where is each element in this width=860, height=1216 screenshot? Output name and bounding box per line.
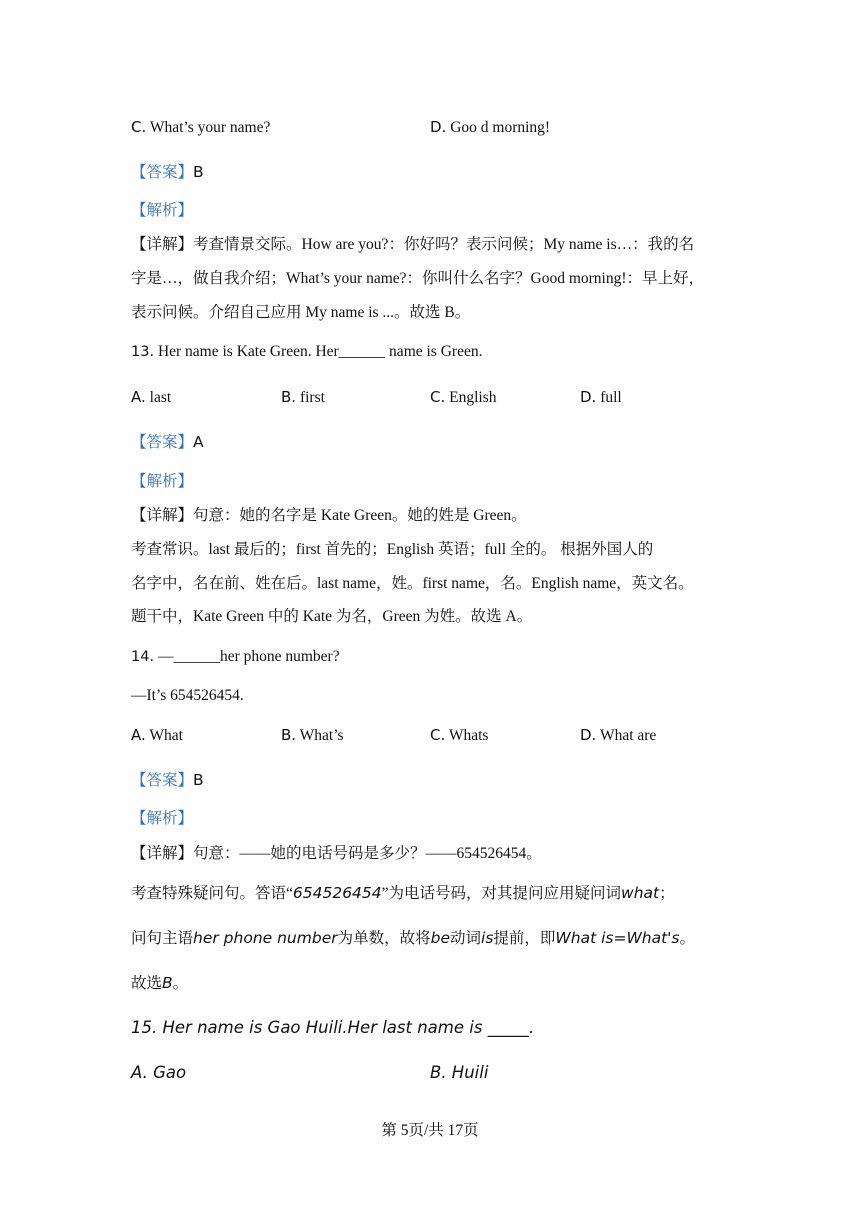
option-text: What are (599, 727, 657, 744)
option-letter: D. (580, 388, 597, 406)
option-letter: C. (131, 118, 147, 136)
q12-detail-line: 表示问候。介绍自己应用 My name is ...。故选 B。 (131, 304, 471, 321)
q13-option-a[interactable] (131, 387, 171, 408)
option-text: first (299, 389, 325, 406)
detail-text: 问句主语 (131, 930, 194, 947)
option-text: last (149, 389, 172, 406)
detail-script: be (430, 929, 450, 947)
option-text: English (449, 389, 497, 406)
q14-reply: —It’s 654526454. (131, 687, 244, 704)
detail-script: what (621, 884, 660, 902)
option-text: What (149, 727, 183, 744)
q15-stem: 15. Her name is Gao Huili.Her last name is _____. (131, 1018, 535, 1037)
option-letter: A. (131, 726, 146, 744)
option-text: What’s your name? (149, 119, 271, 136)
option-letter: B. (281, 388, 297, 406)
page-footer: 第 5页/共 17页 (381, 1122, 479, 1139)
option-letter: A. (131, 388, 146, 406)
option-letter: D. (430, 118, 447, 136)
q13-detail-line: 名字中，名在前、姓在后。last name，姓。first name，名。English name，英文名。 (131, 575, 694, 592)
q14-detail-line (131, 883, 675, 904)
option-text: Whats (448, 727, 489, 744)
q12-answer (131, 162, 204, 183)
detail-text: 为单数，故将 (337, 930, 431, 947)
q13-analysis-tag: 【解析】 (131, 473, 194, 490)
answer-value: B (193, 771, 204, 789)
q14-option-d[interactable] (580, 725, 656, 746)
q15-option-b[interactable]: B. Huili (430, 1063, 489, 1082)
answer-tag: 【答案】 (131, 434, 194, 451)
detail-text: 考查特殊疑问句。答语“ (131, 885, 293, 902)
answer-tag: 【答案】 (131, 164, 194, 181)
question-text: Her name is Kate Green. Her______ name is Green. (157, 343, 483, 360)
q13-stem (131, 342, 482, 362)
detail-text: ”为电话号码，对其提问应用疑问词 (381, 885, 622, 902)
answer-value: A (193, 433, 204, 451)
option-text: Goo d morning! (450, 119, 551, 136)
q15-option-a[interactable]: A. Gao (131, 1063, 187, 1082)
q12-analysis-tag: 【解析】 (131, 202, 194, 219)
q12-detail-line: 【详解】考查情景交际。How are you?：你好吗？表示问候；My name is…：我的名 (131, 236, 695, 253)
q14-detail-line (131, 973, 188, 994)
option-letter: D. (580, 726, 597, 744)
q14-option-a[interactable] (131, 725, 183, 746)
question-number: 13. (131, 344, 155, 360)
q14-detail-line: 【详解】句意：——她的电话号码是多少？——654526454。 (131, 845, 542, 862)
detail-text: 故选 (131, 975, 163, 992)
detail-script: is (481, 929, 494, 947)
detail-text: ； (659, 885, 675, 902)
detail-script: What is=What's (555, 929, 680, 947)
detail-script: 654526454 (292, 884, 382, 902)
detail-text: 动词 (450, 930, 482, 947)
q13-option-b[interactable] (281, 387, 325, 408)
q13-option-d[interactable] (580, 387, 622, 408)
q14-detail-line (131, 928, 695, 949)
q14-option-c[interactable] (430, 725, 488, 746)
option-letter: C. (430, 726, 446, 744)
option-letter: C. (430, 388, 446, 406)
q14-option-b[interactable] (281, 725, 344, 746)
q13-detail-line: 题干中，Kate Green 中的 Kate 为名，Green 为姓。故选 A。 (131, 608, 533, 625)
detail-text: 提前，即 (493, 930, 556, 947)
detail-text: 。 (679, 930, 696, 947)
q13-detail-line: 【详解】句意：她的名字是 Kate Green。她的姓是 Green。 (131, 507, 527, 524)
answer-tag: 【答案】 (131, 772, 194, 789)
q14-answer (131, 770, 204, 791)
detail-script: B (162, 974, 173, 992)
option-text: What’s (299, 727, 344, 744)
option-text: full (600, 389, 622, 406)
question-number: 14. (131, 649, 155, 665)
q13-detail-line: 考查常识。last 最后的；first 首先的；English 英语；full 全的。 根据外国人的 (131, 541, 654, 558)
q14-stem (131, 647, 340, 667)
q12-option-d[interactable] (430, 117, 550, 138)
q13-answer (131, 432, 204, 453)
q12-option-c[interactable] (131, 117, 270, 138)
q13-option-c[interactable] (430, 387, 497, 408)
option-letter: B. (281, 726, 297, 744)
detail-script: her phone number (193, 929, 338, 947)
detail-text: 。 (172, 975, 189, 992)
answer-value: B (193, 163, 204, 181)
question-text: —______her phone number? (157, 648, 340, 665)
q14-analysis-tag: 【解析】 (131, 810, 194, 827)
q12-detail-line: 字是…，做自我介绍；What’s your name?：你叫什么名字？Good morning!：早上好， (131, 270, 705, 287)
